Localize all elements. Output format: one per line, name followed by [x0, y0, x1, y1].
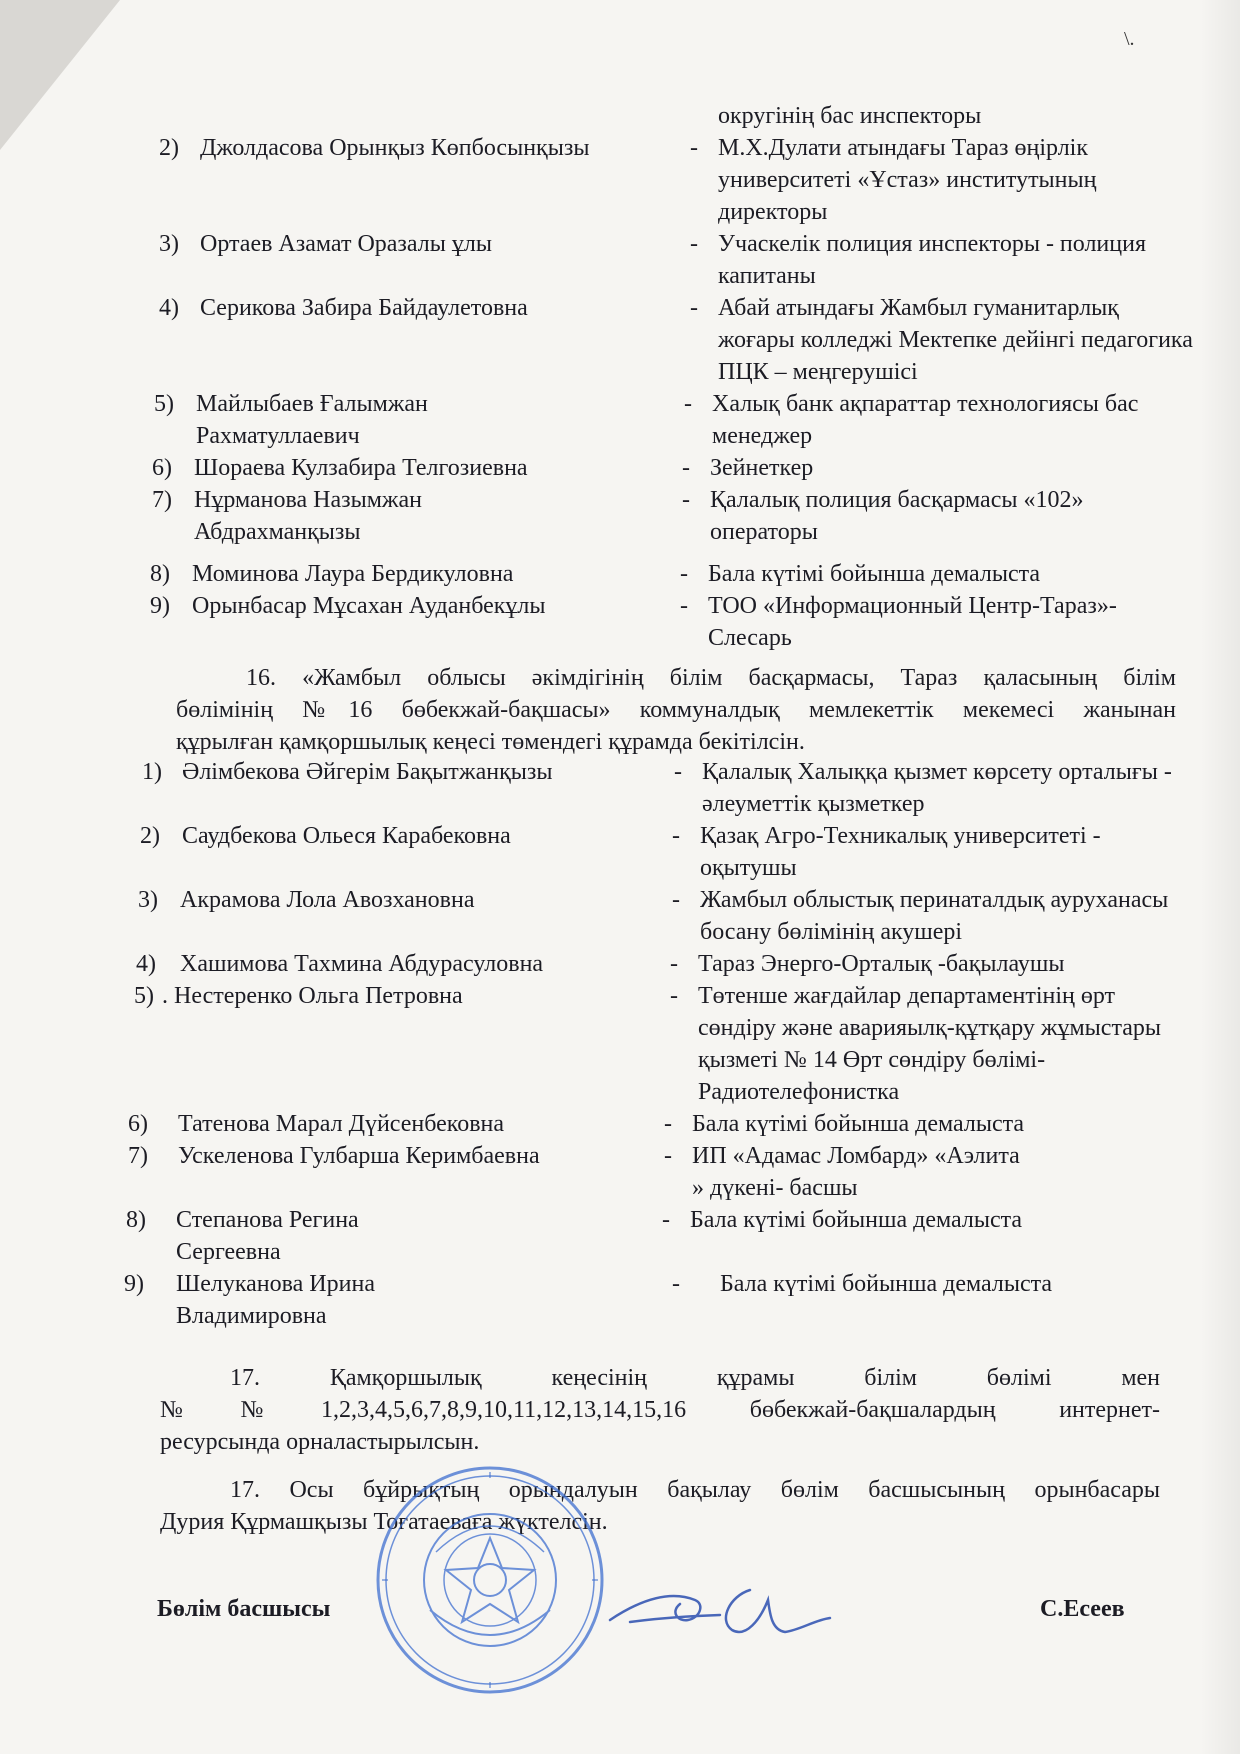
item-number: 8) — [126, 1207, 146, 1233]
item-number: 4) — [159, 295, 179, 321]
corner-mark: \. — [1124, 28, 1135, 50]
dash: - — [662, 1207, 670, 1233]
item-number: 1) — [142, 759, 162, 785]
item-number: 9) — [150, 593, 170, 619]
member-name: Степанова Регина Сергеевна — [176, 1207, 359, 1265]
position-text: Төтенше жағдайлар департаментінің өрт сөндіру және аварияылқ-құтқару жұмыстары қызметі № 14 Өрт сөндіру бөлімі- Радиотелефонистка — [698, 983, 1161, 1105]
dash: - — [664, 1143, 672, 1169]
signatory-name: С.Есеев — [1040, 1596, 1125, 1622]
paragraph-line: құрылған қамқоршылық кеңесі төмендегі құрамда бекітілсін. — [176, 729, 805, 755]
position-text: Абай атындағы Жамбыл гуманитарлық жоғары колледжі Мектепке дейінгі педагогика ПЦК – меңгерушісі — [718, 295, 1193, 385]
dash: - — [672, 887, 680, 913]
member-name: Ускеленова Гулбарша Керимбаевна — [178, 1143, 540, 1169]
paragraph-line: бөлімінің №16 бөбекжай-бақшасы» коммуналдық мемлекеттік мекемесі жанынан — [176, 697, 1176, 723]
dash: - — [690, 135, 698, 161]
member-name: Саудбекова Ольеся Карабековна — [182, 823, 511, 849]
dash: - — [682, 455, 690, 481]
item-number: 4) — [136, 951, 156, 977]
item-number: 3) — [159, 231, 179, 257]
member-name: Моминова Лаура Бердикуловна — [192, 561, 514, 587]
dash: - — [674, 759, 682, 785]
member-name: Хашимова Тахмина Абдурасуловна — [180, 951, 544, 977]
dash: - — [664, 1111, 672, 1137]
handwritten-signature — [600, 1560, 860, 1650]
dash: - — [690, 295, 698, 321]
item-number: 8) — [150, 561, 170, 587]
paragraph-line: 16. «Жамбыл облысы әкімдігінің білім басқармасы, Тараз қаласының білім — [246, 665, 1176, 691]
dash: - — [684, 391, 692, 417]
paragraph-line: ресурсында орналастырылсын. — [160, 1429, 480, 1455]
member-name: Ортаев Азамат Оразалы ұлы — [200, 231, 492, 257]
paragraph-line: 17. Қамқоршылық кеңесінің құрамы білім бөлімі мен — [230, 1365, 1160, 1391]
position-text: ТОО «Информационный Центр-Тараз»- Слесарь — [708, 593, 1117, 651]
dash: - — [670, 951, 678, 977]
position-text: ИП «Адамас Ломбард» «Аэлита » дүкені- басшы — [692, 1143, 1020, 1201]
item-number: 6) — [128, 1111, 148, 1137]
dash: - — [672, 1271, 680, 1297]
member-name: . Нестеренко Ольга Петровна — [162, 983, 463, 1009]
signature-title: Бөлім басшысы — [157, 1596, 331, 1622]
dash: - — [670, 983, 678, 1009]
member-name: Шораева Кулзабира Телгозиевна — [194, 455, 528, 481]
paragraph-line: №№1,2,3,4,5,6,7,8,9,10,11,12,13,14,15,16 бөбекжай-бақшалардың интернет- — [160, 1397, 1160, 1423]
paragraph-line: Дурия Құрмашқызы Тоғатаеваға жүктелсін. — [160, 1509, 608, 1535]
member-name: Әлімбекова Әйгерім Бақытжанқызы — [182, 759, 553, 785]
dash: - — [690, 231, 698, 257]
dash: - — [680, 561, 688, 587]
official-stamp — [370, 1460, 610, 1700]
item-number: 2) — [159, 135, 179, 161]
member-name: Джолдасова Орынқыз Көпбосынқызы — [200, 135, 590, 161]
item-number: 5) — [134, 983, 154, 1009]
item-number: 5) — [154, 391, 174, 417]
position-text: Бала күтімі бойынша демалыста — [692, 1111, 1025, 1137]
item-number: 7) — [152, 487, 172, 513]
member-name: Татенова Марал Дүйсенбековна — [178, 1111, 505, 1137]
position-text: Учаскелік полиция инспекторы - полиция капитаны — [718, 231, 1147, 289]
member-name: Майлыбаев Ғалымжан Рахматуллаевич — [196, 391, 428, 449]
position-text: М.Х.Дулати атындағы Тараз өңірлік университеті «Ұстаз» институтының директоры — [718, 135, 1097, 225]
dash: - — [680, 593, 688, 619]
position-text: Қазақ Агро-Техникалық университеті - оқытушы — [700, 823, 1101, 881]
member-name: Шелуканова Ирина Владимировна — [176, 1271, 375, 1329]
dash: - — [682, 487, 690, 513]
position-text: Бала күтімі бойынша демалыста — [720, 1271, 1053, 1297]
position-text: Қалалық полиция басқармасы «102» операторы — [710, 487, 1084, 545]
item-number: 2) — [140, 823, 160, 849]
position-text: Халық банк ақпараттар технологиясы бас менеджер — [712, 391, 1139, 449]
dash: - — [672, 823, 680, 849]
item-number: 9) — [124, 1271, 144, 1297]
position-text: Зейнеткер — [710, 455, 814, 481]
position-text: Жамбыл облыстық перинаталдық ауруханасы босану бөлімінің акушері — [700, 887, 1169, 945]
member-name: Орынбасар Мұсахан Ауданбекұлы — [192, 593, 546, 619]
position-text: Бала күтімі бойынша демалыста — [708, 561, 1041, 587]
position-text: Қалалық Халыққа қызмет көрсету орталығы - әлеуметтік қызметкер — [702, 759, 1172, 817]
paragraph-17-control — [160, 1474, 1160, 1538]
position-text: Тараз Энерго-Орталық -бақылаушы — [698, 951, 1065, 977]
paragraph-17-publish — [160, 1362, 1160, 1458]
position-text: Бала күтімі бойынша демалыста — [690, 1207, 1023, 1233]
paragraph-line: 17. Осы бұйрықтың орындалуын бақылау бөлім басшысының орынбасары — [230, 1477, 1160, 1503]
item-number: 7) — [128, 1143, 148, 1169]
member-name: Нұрманова Назымжан Абдрахманқызы — [194, 487, 423, 545]
item-number: 6) — [152, 455, 172, 481]
paragraph-16 — [176, 662, 1176, 758]
member-name: Серикова Забира Байдаулетовна — [200, 295, 528, 321]
member-name: Акрамова Лола Авозхановна — [180, 887, 475, 913]
item-number: 3) — [138, 887, 158, 913]
position-text: округінің бас инспекторы — [718, 103, 982, 129]
